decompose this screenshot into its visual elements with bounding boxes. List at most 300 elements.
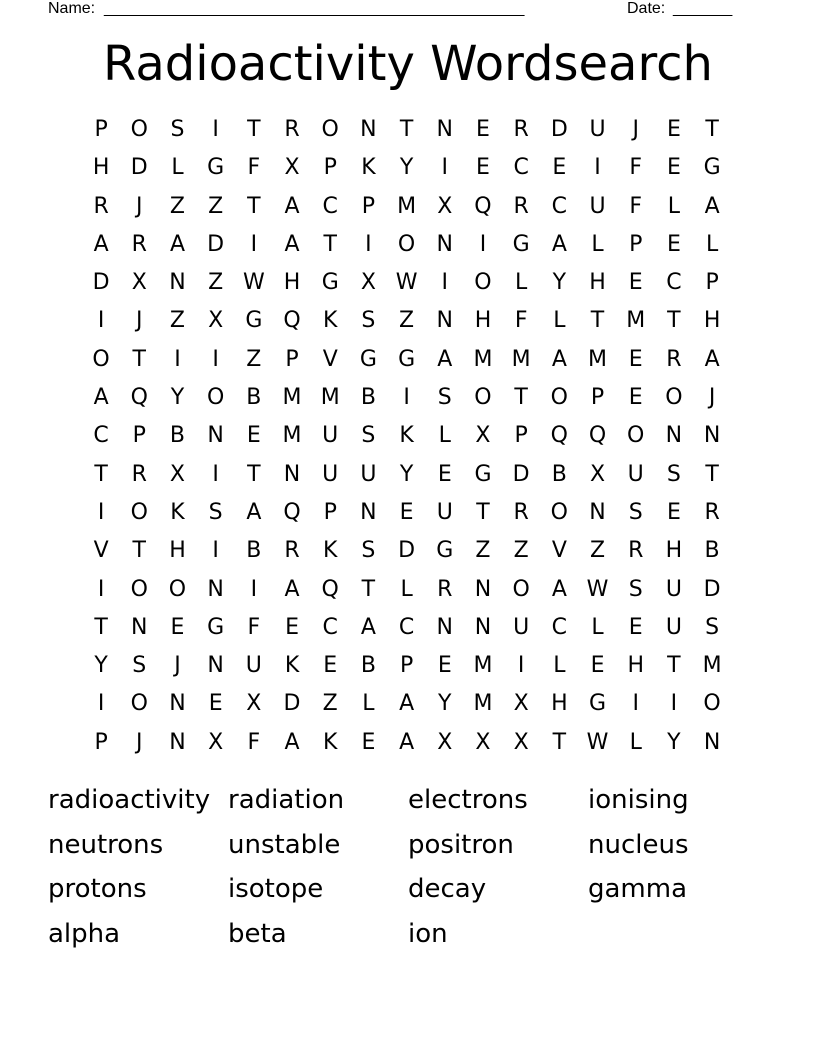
grid-letter: I [365, 231, 372, 257]
grid-letter: J [708, 385, 716, 411]
grid-letter: E [628, 346, 643, 372]
grid-letter: B [246, 538, 262, 564]
grid-letter: N [283, 461, 301, 487]
grid-letter: E [476, 117, 490, 142]
search-word: protons [48, 874, 147, 904]
grid-letter: X [475, 423, 491, 449]
grid-letter: A [284, 576, 300, 602]
grid-row [82, 609, 732, 647]
grid-letter: O [321, 117, 339, 142]
grid-letter: R [628, 538, 644, 564]
grid-letter: R [284, 538, 300, 564]
grid-letter: G [245, 308, 263, 334]
grid-letter: P [323, 155, 337, 181]
grid-letter: I [403, 385, 410, 411]
grid-letter: N [474, 576, 492, 602]
grid-letter: K [399, 423, 414, 449]
grid-letter: I [212, 461, 219, 487]
grid-letter: U [513, 614, 530, 640]
grid-letter: N [665, 423, 683, 449]
grid-letter: V [551, 538, 567, 564]
grid-letter: N [436, 614, 454, 640]
grid-letter: M [473, 691, 493, 717]
grid-letter: I [441, 155, 449, 181]
grid-letter: I [632, 691, 639, 717]
grid-letter: L [629, 729, 642, 755]
grid-letter: P [629, 231, 643, 257]
grid-letter: T [94, 461, 108, 487]
grid-letter: P [705, 270, 719, 296]
grid-letter: E [552, 155, 567, 181]
grid-letter: C [513, 155, 529, 181]
grid-letter: Z [246, 346, 262, 372]
grid-letter: R [131, 231, 147, 257]
grid-letter: Q [283, 308, 301, 334]
grid-letter: K [284, 653, 300, 679]
grid-letter: S [361, 308, 376, 334]
grid-letter: I [97, 691, 105, 717]
grid-letter: Y [667, 729, 681, 755]
grid-row [82, 456, 732, 494]
grid-row [82, 724, 732, 762]
grid-letter: M [626, 308, 646, 334]
word-list-row [48, 867, 768, 912]
grid-letter: I [670, 691, 678, 717]
grid-letter: C [666, 270, 682, 296]
grid-letter: E [285, 614, 299, 640]
grid-letter: X [513, 691, 529, 717]
grid-letter: I [97, 576, 105, 602]
grid-letter: N [131, 614, 148, 640]
grid-letter: N [360, 499, 377, 525]
grid-row [82, 494, 732, 532]
grid-letter: A [704, 346, 720, 372]
grid-letter: Q [474, 193, 492, 219]
grid-letter: M [320, 385, 340, 411]
grid-letter: Y [399, 155, 414, 181]
grid-letter: T [361, 576, 376, 602]
grid-letter: M [473, 653, 493, 679]
grid-letter: I [250, 576, 258, 602]
grid-letter: E [628, 270, 643, 296]
grid-letter: U [322, 423, 339, 449]
grid-letter: O [130, 576, 148, 602]
search-word: positron [408, 829, 514, 860]
grid-letter: I [97, 308, 105, 334]
grid-letter: U [665, 576, 682, 602]
grid-letter: P [361, 193, 376, 219]
grid-letter: F [247, 155, 261, 181]
grid-letter: O [665, 385, 683, 411]
grid-letter: Z [322, 691, 338, 717]
grid-letter: N [207, 423, 224, 449]
grid-letter: N [169, 691, 186, 717]
grid-letter: T [667, 308, 681, 334]
grid-letter: O [474, 385, 492, 411]
grid-letter: U [589, 117, 606, 142]
grid-letter: E [476, 155, 490, 181]
grid-letter: S [361, 538, 376, 564]
grid-letter: Q [550, 423, 568, 449]
grid-letter: O [703, 691, 721, 717]
grid-letter: C [322, 614, 338, 640]
grid-letter: R [284, 117, 300, 142]
grid-letter: U [322, 461, 339, 487]
grid-letter: A [704, 193, 720, 219]
grid-letter: N [169, 270, 186, 296]
grid-letter: A [360, 614, 376, 640]
grid-letter: O [206, 385, 225, 411]
grid-letter: X [513, 729, 529, 755]
grid-letter: R [437, 576, 453, 602]
grid-letter: P [94, 117, 108, 142]
search-word: ion [408, 918, 448, 949]
grid-letter: N [207, 576, 224, 602]
grid-letter: T [590, 308, 605, 334]
grid-letter: U [589, 193, 606, 219]
grid-letter: A [551, 346, 567, 372]
grid-letter: L [171, 155, 184, 181]
grid-letter: H [627, 653, 644, 679]
grid-letter: K [323, 308, 338, 334]
page-title: Radioactivity Wordsearch [103, 36, 713, 92]
grid-letter: R [513, 193, 529, 219]
grid-letter: F [247, 729, 261, 755]
search-word: electrons [408, 785, 528, 815]
grid-letter: O [550, 385, 568, 411]
grid-letter: I [174, 346, 181, 372]
grid-letter: M [397, 193, 417, 219]
grid-letter: P [323, 499, 337, 525]
grid-letter: A [551, 576, 567, 602]
grid-letter: A [399, 691, 415, 717]
grid-letter: U [245, 653, 262, 679]
grid-letter: S [628, 576, 643, 602]
grid-letter: T [667, 653, 681, 679]
grid-letter: I [517, 653, 525, 679]
grid-letter: L [362, 691, 375, 717]
grid-letter: G [703, 155, 721, 181]
grid-letter: T [247, 117, 261, 142]
grid-letter: O [627, 423, 645, 449]
word-list-row [48, 778, 768, 823]
grid-letter: W [395, 270, 418, 296]
grid-letter: F [629, 193, 643, 219]
grid-letter: K [170, 499, 185, 525]
grid-letter: P [285, 346, 299, 372]
grid-letter: I [594, 155, 601, 181]
grid-letter: N [360, 117, 377, 142]
grid-letter: C [551, 193, 568, 219]
grid-letter: O [168, 576, 187, 602]
grid-letter: L [553, 308, 566, 334]
grid-letter: N [589, 499, 606, 525]
grid-letter: U [627, 461, 644, 487]
grid-letter: V [93, 538, 109, 564]
grid-letter: Y [552, 270, 567, 296]
grid-letter: K [361, 155, 376, 181]
grid-letter: L [553, 653, 566, 679]
grid-letter: E [666, 231, 681, 257]
grid-letter: T [476, 499, 490, 525]
grid-letter: I [441, 270, 449, 296]
grid-letter: H [703, 308, 721, 334]
grid-row [82, 417, 732, 455]
grid-letter: F [629, 155, 643, 181]
grid-letter: X [246, 691, 262, 717]
grid-letter: A [284, 193, 300, 219]
grid-letter: L [591, 614, 604, 640]
search-word: alpha [48, 918, 121, 949]
grid-letter: X [169, 461, 185, 487]
grid-letter: G [207, 614, 225, 640]
search-word: neutrons [48, 829, 164, 860]
grid-letter: T [705, 461, 719, 487]
grid-letter: X [589, 461, 606, 487]
grid-letter: P [399, 653, 414, 679]
grid-letter: C [398, 614, 415, 640]
grid-letter: A [169, 231, 185, 257]
grid-letter: H [92, 155, 110, 181]
grid-letter: G [436, 538, 454, 564]
search-word: isotope [228, 874, 324, 904]
grid-letter: C [322, 193, 338, 219]
letter-grid [82, 111, 732, 762]
grid-row [82, 647, 732, 685]
grid-letter: E [590, 653, 605, 679]
grid-letter: I [97, 499, 105, 525]
grid-letter: T [323, 231, 337, 257]
grid-letter: X [208, 308, 224, 334]
grid-letter: O [130, 691, 148, 717]
grid-letter: E [399, 499, 414, 525]
grid-letter: R [513, 117, 529, 142]
grid-letter: B [360, 385, 376, 411]
word-list-row [48, 912, 768, 957]
grid-letter: P [94, 729, 108, 755]
grid-letter: N [474, 614, 492, 640]
grid-letter: J [632, 117, 639, 142]
date-field: _______ [673, 0, 732, 17]
grid-letter: U [665, 614, 682, 640]
grid-letter: Z [513, 538, 529, 564]
grid-letter: T [94, 614, 108, 640]
grid-letter: Q [588, 423, 607, 449]
grid-letter: Y [399, 461, 414, 487]
grid-letter: L [515, 270, 528, 296]
grid-letter: O [130, 117, 148, 142]
grid-letter: E [323, 653, 338, 679]
word-list-row [48, 823, 768, 868]
grid-letter: U [360, 461, 377, 487]
grid-letter: D [283, 691, 301, 717]
grid-letter: E [246, 423, 261, 449]
grid-letter: X [437, 729, 453, 755]
grid-letter: D [703, 576, 721, 602]
grid-letter: R [131, 461, 147, 487]
grid-letter: J [174, 653, 181, 679]
grid-letter: D [550, 117, 568, 142]
search-word: decay [408, 874, 487, 904]
grid-letter: E [170, 614, 185, 640]
grid-letter: L [438, 423, 451, 449]
grid-letter: K [323, 538, 338, 564]
grid-letter: P [132, 423, 146, 449]
grid-letter: C [93, 423, 109, 449]
grid-letter: L [667, 193, 681, 219]
grid-letter: Z [169, 308, 185, 334]
grid-letter: H [665, 538, 683, 564]
grid-letter: H [283, 270, 301, 296]
grid-letter: O [130, 499, 148, 525]
grid-letter: G [512, 231, 530, 257]
grid-letter: A [551, 231, 567, 257]
grid-letter: E [666, 499, 681, 525]
grid-letter: G [474, 461, 492, 487]
grid-letter: S [666, 461, 681, 487]
grid-letter: A [399, 729, 415, 755]
grid-letter: P [590, 385, 605, 411]
grid-letter: H [589, 270, 606, 296]
grid-letter: X [284, 155, 300, 181]
search-word: ionising [588, 785, 689, 815]
grid-letter: A [437, 346, 453, 372]
grid-letter: K [323, 729, 338, 755]
grid-row [82, 264, 732, 302]
grid-letter: N [207, 653, 224, 679]
grid-letter: E [628, 614, 643, 640]
grid-letter: G [398, 346, 416, 372]
grid-letter: V [322, 346, 338, 372]
grid-letter: S [361, 423, 376, 449]
grid-letter: Z [208, 193, 224, 219]
grid-row [82, 685, 732, 723]
grid-letter: P [514, 423, 528, 449]
grid-letter: S [132, 653, 147, 679]
search-word: nucleus [588, 829, 689, 860]
grid-letter: R [513, 499, 529, 525]
grid-letter: M [282, 423, 302, 449]
grid-letter: X [131, 270, 147, 296]
grid-letter: I [212, 538, 219, 564]
grid-letter: Q [283, 499, 301, 525]
grid-letter: F [247, 614, 261, 640]
grid-letter: Y [170, 385, 185, 411]
grid-letter: T [552, 729, 567, 755]
grid-letter: E [666, 117, 681, 142]
grid-letter: L [705, 231, 719, 257]
grid-letter: Y [94, 653, 108, 679]
grid-letter: G [589, 691, 607, 717]
grid-letter: W [586, 576, 609, 602]
grid-letter: S [208, 499, 223, 525]
grid-letter: Z [475, 538, 491, 564]
word-list [48, 778, 768, 956]
grid-letter: W [586, 729, 609, 755]
grid-letter: Y [438, 691, 452, 717]
grid-letter: X [360, 270, 376, 296]
grid-row [82, 149, 732, 187]
grid-letter: R [704, 499, 720, 525]
grid-letter: X [208, 729, 224, 755]
grid-letter: N [703, 729, 721, 755]
grid-letter: I [212, 346, 219, 372]
grid-letter: A [284, 729, 300, 755]
search-word: radiation [228, 785, 345, 815]
grid-row [82, 188, 732, 226]
grid-letter: D [92, 270, 110, 296]
grid-letter: I [479, 231, 487, 257]
grid-letter: B [551, 461, 567, 487]
grid-letter: L [400, 576, 413, 602]
grid-letter: O [92, 346, 110, 372]
grid-letter: X [475, 729, 491, 755]
grid-letter: L [591, 231, 604, 257]
grid-letter: B [246, 385, 262, 411]
grid-letter: Q [130, 385, 148, 411]
grid-letter: O [550, 499, 568, 525]
grid-row [82, 571, 732, 609]
grid-letter: T [514, 385, 528, 411]
grid-letter: E [208, 691, 223, 717]
grid-letter: E [437, 653, 452, 679]
grid-letter: Z [169, 193, 185, 219]
grid-letter: J [136, 729, 143, 755]
grid-letter: Z [208, 270, 224, 296]
grid-letter: N [436, 117, 454, 142]
grid-row [82, 226, 732, 264]
grid-letter: N [436, 308, 454, 334]
grid-letter: A [93, 231, 109, 257]
search-word: unstable [228, 829, 341, 860]
grid-letter: C [551, 614, 568, 640]
grid-letter: G [207, 155, 225, 181]
grid-letter: J [136, 308, 143, 334]
grid-letter: E [666, 155, 681, 181]
grid-letter: E [361, 729, 376, 755]
grid-letter: Z [399, 308, 415, 334]
grid-letter: B [360, 653, 376, 679]
grid-letter: I [212, 117, 219, 142]
grid-letter: Q [321, 576, 339, 602]
grid-letter: B [169, 423, 186, 449]
grid-letter: M [282, 385, 302, 411]
grid-letter: A [246, 499, 262, 525]
grid-row [82, 341, 732, 379]
grid-letter: B [704, 538, 720, 564]
grid-letter: H [169, 538, 186, 564]
grid-letter: T [247, 193, 261, 219]
grid-letter: O [397, 231, 416, 257]
search-word: beta [228, 918, 287, 949]
grid-letter: I [250, 231, 258, 257]
name-label: Name: [48, 0, 96, 17]
grid-letter: O [512, 576, 530, 602]
grid-letter: A [284, 231, 300, 257]
grid-letter: D [398, 538, 416, 564]
grid-letter: H [551, 691, 568, 717]
name-field: __________________________________________________ [104, 0, 524, 17]
grid-letter: R [666, 346, 682, 372]
grid-letter: A [93, 385, 109, 411]
grid-row [82, 302, 732, 340]
search-word: gamma [588, 874, 688, 904]
grid-letter: Z [589, 538, 606, 564]
grid-letter: R [93, 193, 109, 219]
grid-row [82, 111, 732, 149]
grid-letter: S [705, 614, 720, 640]
grid-letter: J [136, 193, 143, 219]
